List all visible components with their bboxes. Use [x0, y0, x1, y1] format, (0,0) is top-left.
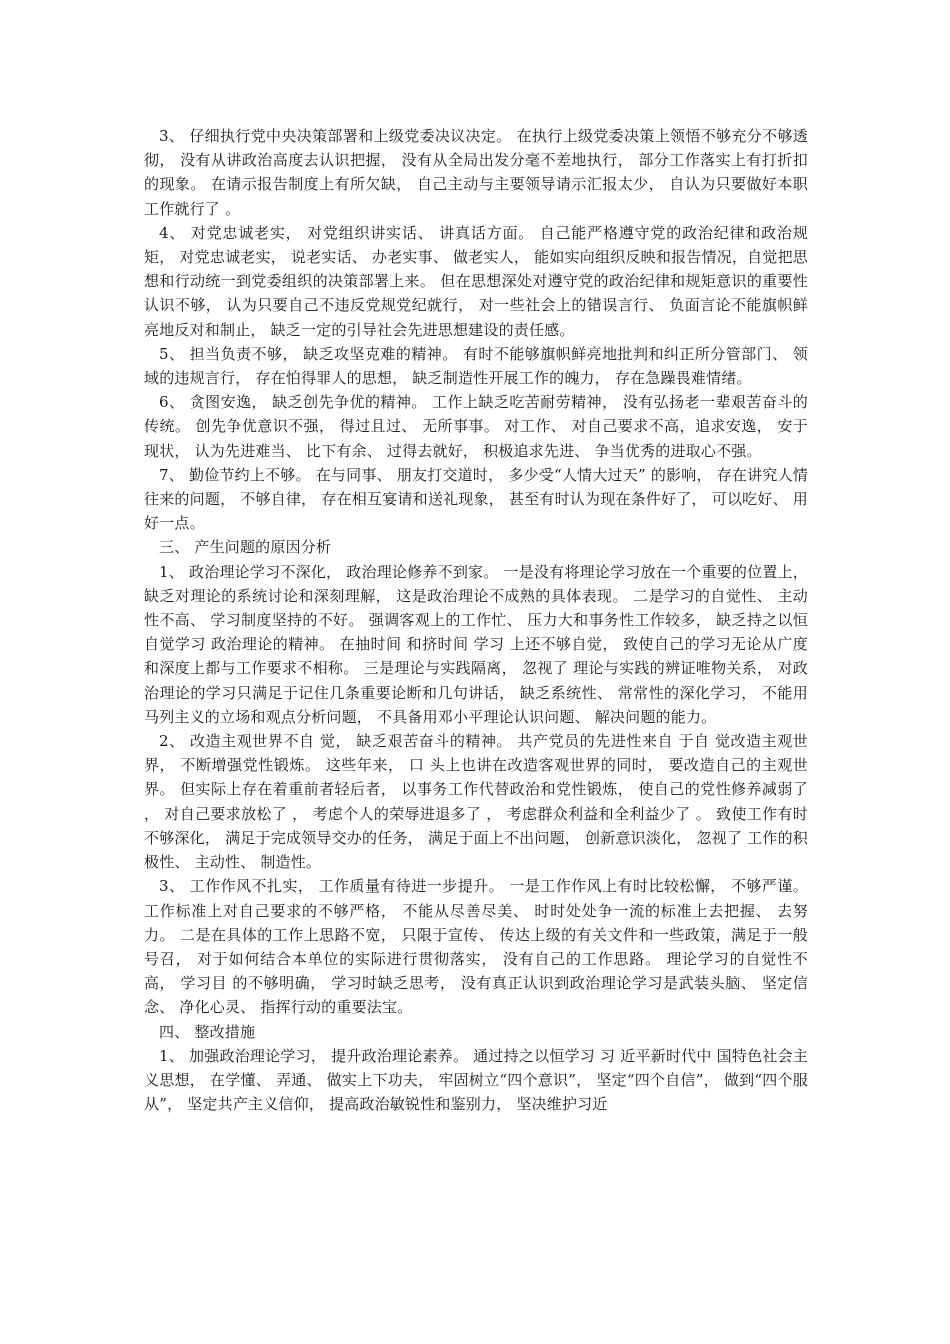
paragraph-measure-1: 1、 加强政治理论学习， 提升政治理论素养。 通过持之以恒学习 习 近平新时代中 国特色社会主义思想， 在学懂、 弄通、 做实上下功夫， 牢固树立“四个意识”， 坚定“四个自信”， 做到“四个服从”， 坚定共产主义信仰， 提高政治敏锐性和鉴别力， 坚决维护习近 — [144, 1046, 808, 1114]
paragraph-item-6: 6、 贪图安逸， 缺乏创先争优的精神。 工作上缺乏吃苦耐劳精神， 没有弘扬老一辈艰苦奋斗的传统。 创先争优意识不强， 得过且过、 无所事事。 对工作、 对自己要求不高，追求安逸， 安于现状， 认为先进难当、 比下有余、 过得去就好， 积极追求先进、 争当优秀的进取心不强。 — [144, 393, 808, 460]
paragraph-item-3: 3、 仔细执行党中央决策部署和上级党委决议决定。 在执行上级党委决策上领悟不够充分不够透彻， 没有从讲政治高度去认识把握， 没有从全局出发分毫不差地执行， 部分工作落实上有打折扣的现象。 在请示报告制度上有所欠缺， 自己主动与主要领导请示汇报太少， 自认为只要做好本职工作就行了 。 — [144, 127, 808, 218]
section-heading-rectification: 四、 整改措施 — [159, 1022, 256, 1041]
section-heading-cause-analysis: 三、 产生问题的原因分析 — [159, 538, 332, 557]
paragraph-cause-3: 3、 工作作风不扎实， 工作质量有待进一步提升。 一是工作作风上有时比较松懈， 不够严谨。 工作标准上对自己要求的不够严格， 不能从尽善尽美、 时时处处争一流的标准上去把握、 去努力。 二是在具体的工作上思路不宽， 只限于宣传、 传达上级的有关文件和一些政策，满足于一般号召， 对于如何结合本单位的实际进行贯彻落实， 没有自己的工作思路。 理论学习的自觉性不高， 学习目 的不够明确， 学习时缺乏思考， 没有真正认识到政治理论学习是武装头脑、 坚定信念、 净化心灵、 指挥行动的重要法宝。 — [144, 877, 808, 1017]
paragraph-cause-2: 2、 改造主观世界不自 觉， 缺乏艰苦奋斗的精神。 共产党员的先进性来自 于自 觉改造主观世界， 不断增强党性锻炼。 这些年来， 口 头上也讲在改造客观世界的同时， 要改造自己的主观世界。 但实际上存在着重前者轻后者， 以事务工作代替政治和党性锻炼， 使自己的党性修养减弱了 ， 对自己要求放松了 ， 考虑个人的荣辱进退多了 ， 考虑群众利益和全利益少了 。 致使工作有时不够深化， 满足于完成领导交办的任务， 满足于面上不出问题， 创新意识淡化， 忽视了 工作的积极性、 主动性、 制造性。 — [144, 732, 808, 872]
paragraph-cause-1: 1、 政治理论学习不深化， 政治理论修养不到家。 一是没有将理论学习放在一个重要的位置上， 缺乏对理论的系统讨论和深刻理解， 这是政治理论不成熟的具体表现。 二是学习的自觉性、 主动性不高、 学习制度坚持的不好。 强调客观上的工作忙、 压力大和事务性工作较多， 缺乏持之以恒自觉学习 政治理论的精神。 在抽时间 和挤时间 学习 上还不够自觉， 致使自己的学习无论从广度和深度上都与工作要求不相称。 三是理论与实践隔离， 忽视了 理论与实践的辨证唯物关系， 对政治理论的学习只满足于记住几条重要论断和几句讲话， 缺乏系统性、 常常性的深化学习， 不能用马列主义的立场和观点分析问题， 不具备用邓小平理论认识问题、 解决问题的能力。 — [144, 562, 808, 726]
paragraph-item-7: 7、 勤俭节约上不够。 在与同事、 朋友打交道时， 多少受“人情大过天” 的影响， 存在讲究人情往来的问题， 不够自律， 存在相互宴请和送礼现象， 甚至有时认为现在条件好了， 可以吃好、 用好一点。 — [144, 465, 808, 533]
document-body — [144, 124, 808, 1116]
paragraph-item-4: 4、 对党忠诚老实， 对党组织讲实话、 讲真话方面。 自己能严格遵守党的政治纪律和政治规矩， 对党忠诚老实， 说老实话、 办老实事、 做老实人， 能如实向组织反映和报告情况，自觉把思想和行动统一到党委组织的决策部署上来。 但在思想深处对遵守党的政治纪律和规矩意识的重要性认识不够， 认为只要自己不违反党规党纪就行， 对一些社会上的错误言行、 负面言论不能旗帜鲜亮地反对和制止， 缺乏一定的引导社会先进思想建设的责任感。 — [144, 223, 808, 339]
paragraph-item-5: 5、 担当负责不够， 缺乏攻坚克难的精神。 有时不能够旗帜鲜亮地批判和纠正所分管部门、 领域的违规言行， 存在怕得罪人的思想， 缺乏制造性开展工作的魄力， 存在急躁畏难情绪。 — [144, 344, 808, 388]
